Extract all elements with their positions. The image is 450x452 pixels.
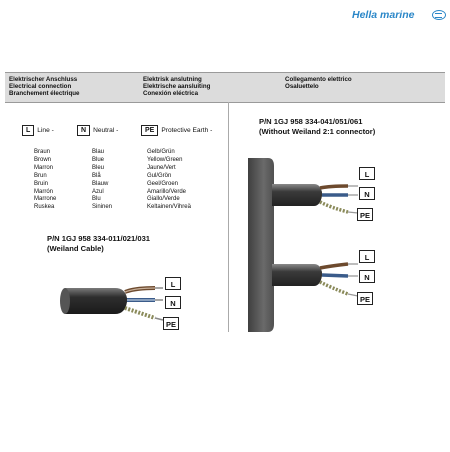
color-name: Blå bbox=[92, 172, 101, 179]
brand-logo-area bbox=[352, 9, 442, 23]
part-number-desc: (Without Weiland 2:1 connector) bbox=[259, 127, 376, 136]
wire-color-list-line bbox=[34, 149, 56, 212]
color-name: Geel/Groen bbox=[147, 180, 179, 187]
terminal-l: L bbox=[165, 277, 181, 290]
header-text: Elektrischer Anschluss bbox=[9, 76, 78, 83]
terminal-n-upper: N bbox=[359, 187, 375, 200]
wire-label: Neutral - bbox=[93, 127, 119, 134]
wire-heading-neutral bbox=[77, 125, 118, 136]
color-name: Yellow/Green bbox=[147, 156, 183, 163]
terminal-l-upper: L bbox=[359, 167, 375, 180]
color-name: Blau bbox=[92, 149, 105, 155]
color-name: Keltainen/Vihreä bbox=[147, 204, 191, 211]
header-col-1 bbox=[9, 76, 80, 98]
header-col-2 bbox=[143, 76, 210, 98]
wire-label: Line - bbox=[37, 127, 54, 134]
color-name: Gelb/Grün bbox=[147, 149, 175, 155]
color-name: Blu bbox=[92, 196, 101, 203]
header-text: Osaluettelo bbox=[285, 83, 319, 91]
wire-code-box: N bbox=[77, 125, 90, 136]
header-band bbox=[5, 72, 445, 103]
terminal-l-lower: L bbox=[359, 250, 375, 263]
terminal-pe-lower: PE bbox=[357, 292, 373, 305]
lower-cable-drawing bbox=[272, 258, 362, 303]
hella-emblem-icon bbox=[432, 10, 446, 20]
color-name: Azul bbox=[92, 188, 104, 195]
part-number-text: P/N 1GJ 958 334-011/021/031 bbox=[47, 234, 151, 243]
weiland-part-number bbox=[47, 234, 150, 254]
header-text: Elektrisk anslutning bbox=[143, 76, 202, 83]
weiland-cable-drawing bbox=[55, 280, 165, 335]
header-col-3 bbox=[285, 76, 352, 90]
color-name: Blue bbox=[92, 156, 105, 163]
color-name: Sininen bbox=[92, 204, 113, 211]
color-name: Ruskea bbox=[34, 204, 55, 211]
color-name: Marron bbox=[34, 164, 54, 171]
wire-heading-earth bbox=[141, 125, 212, 136]
color-name: Amarillo/Verde bbox=[147, 188, 187, 195]
header-text: Conexión eléctrica bbox=[143, 90, 199, 98]
column-divider bbox=[228, 102, 229, 332]
header-text: Collegamento elettrico bbox=[285, 76, 352, 83]
color-name: Braun bbox=[34, 149, 51, 155]
header-text: Branchement électrique bbox=[9, 90, 80, 98]
wire-code-box: PE bbox=[141, 125, 158, 136]
wire-label: Protective Earth - bbox=[161, 127, 213, 134]
color-name: Blauw bbox=[92, 180, 109, 187]
part-number-text: P/N 1GJ 958 334-041/051/061 bbox=[259, 117, 363, 126]
color-name: Jaune/Vert bbox=[147, 164, 176, 171]
upper-cable-drawing bbox=[272, 178, 362, 223]
color-name: Brun bbox=[34, 172, 47, 179]
wire-color-list-neutral bbox=[92, 149, 112, 212]
color-name: Brown bbox=[34, 156, 52, 163]
color-name: Marrón bbox=[34, 188, 54, 195]
color-name: Marrone bbox=[34, 196, 57, 203]
terminal-pe: PE bbox=[163, 317, 179, 330]
wire-color-list-earth bbox=[147, 149, 191, 212]
terminal-pe-upper: PE bbox=[357, 208, 373, 221]
header-text: Elektrische aansluiting bbox=[143, 83, 211, 91]
color-name: Bruin bbox=[34, 180, 49, 187]
brand-name: Hella marine bbox=[352, 9, 415, 21]
color-name: Bleu bbox=[92, 164, 105, 171]
wire-heading-line bbox=[22, 125, 54, 136]
color-name: Gul/Grön bbox=[147, 172, 172, 179]
part-number-desc: (Weiland Cable) bbox=[47, 244, 104, 253]
noweiland-part-number bbox=[259, 117, 375, 137]
header-text: Electrical connection bbox=[9, 83, 72, 91]
terminal-n-lower: N bbox=[359, 270, 375, 283]
color-name: Giallo/Verde bbox=[147, 196, 180, 203]
wire-code-box: L bbox=[22, 125, 34, 136]
terminal-n: N bbox=[165, 296, 181, 309]
